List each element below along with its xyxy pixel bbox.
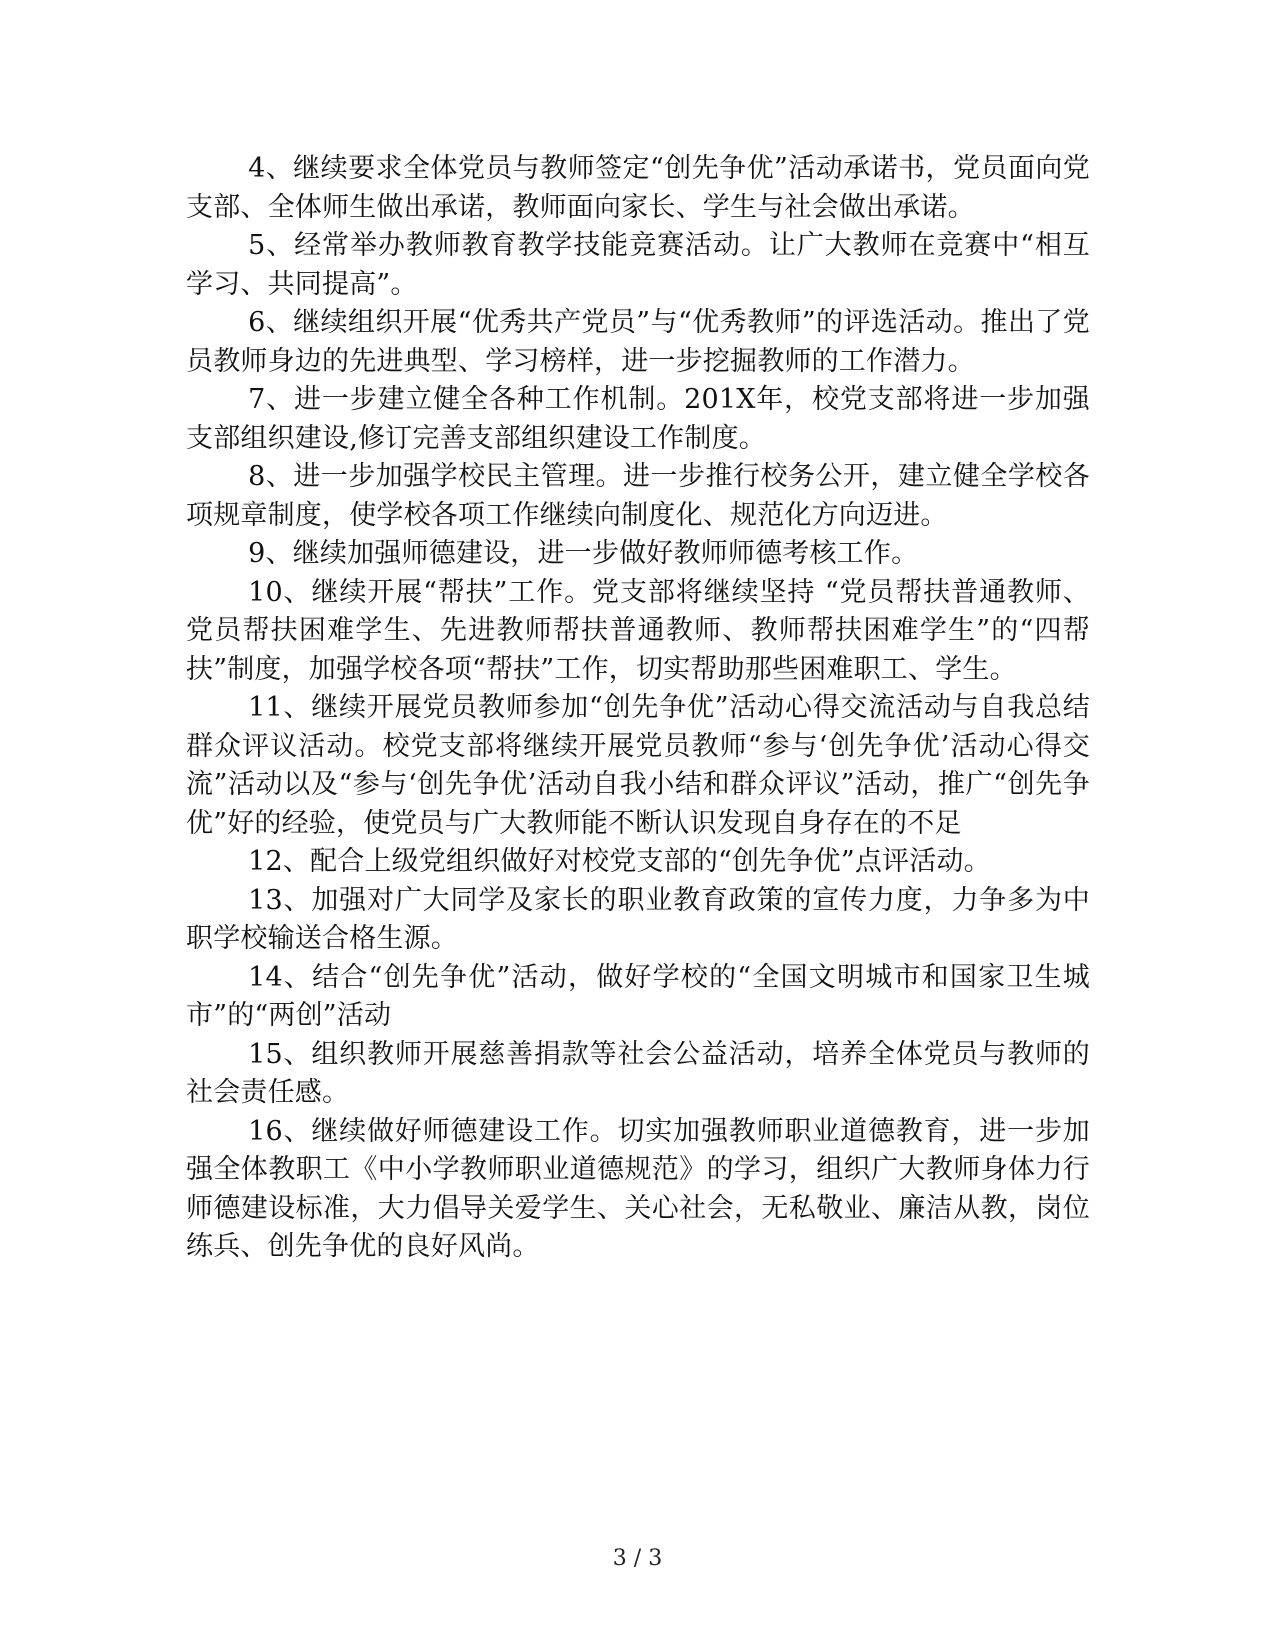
paragraph-item-11: 11、继续开展党员教师参加“创先争优”活动心得交流活动与自我总结群众评议活动。校党支部将继续开展党员教师“参与‘创先争优’活动心得交流”活动以及“参与‘创先争优’活动自我小结和群众评议”活动，推广“创先争优”好的经验，使党员与广大教师能不断认识发现自身存在的不足 [186,692,1090,839]
paragraph-item-8: 8、进一步加强学校民主管理。进一步推行校务公开，建立健全学校各项规章制度，使学校各项工作继续向制度化、规范化方向迈进。 [186,461,1090,531]
paragraph-item-16: 16、继续做好师德建设工作。切实加强教师职业道德教育，进一步加强全体教职工《中小学教师职业道德规范》的学习，组织广大教师身体力行师德建设标准，大力倡导关爱学生、关心社会，无私敬业、廉洁从教，岗位练兵、创先争优的良好风尚。 [186,1115,1090,1262]
paragraph-item-5: 5、经常举办教师教育教学技能竞赛活动。让广大教师在竞赛中“相互学习、共同提高”。 [186,230,1090,300]
paragraph-item-12: 12、配合上级党组织做好对校党支部的“创先争优”点评活动。 [248,846,991,877]
paragraph-item-4: 4、继续要求全体党员与教师签定“创先争优”活动承诺书，党员面向党支部、全体师生做出承诺，教师面向家长、学生与社会做出承诺。 [186,153,1090,223]
document-body [186,150,1090,1267]
paragraph-item-15: 15、组织教师开展慈善捐款等社会公益活动，培养全体党员与教师的社会责任感。 [186,1038,1090,1108]
paragraph-item-13: 13、加强对广大同学及家长的职业教育政策的宣传力度，力争多为中职学校输送合格生源。 [186,884,1090,954]
page-number: 3 / 3 [612,1546,663,1571]
paragraph-item-7: 7、进一步建立健全各种工作机制。201X年，校党支部将进一步加强支部组织建设,修订完善支部组织建设工作制度。 [186,384,1090,454]
paragraph-item-10: 10、继续开展“帮扶”工作。党支部将继续坚持 “党员帮扶普通教师、党员帮扶困难学生、先进教师帮扶普通教师、教师帮扶困难学生”的“四帮扶”制度，加强学校各项“帮扶”工作，切实帮助那些困难职工、学生。 [186,576,1090,685]
paragraph-item-6: 6、继续组织开展“优秀共产党员”与“优秀教师”的评选活动。推出了党员教师身边的先进典型、学习榜样，进一步挖掘教师的工作潜力。 [186,307,1090,377]
paragraph-item-9: 9、继续加强师德建设，进一步做好教师师德考核工作。 [248,538,919,569]
paragraph-item-14: 14、结合“创先争优”活动，做好学校的“全国文明城市和国家卫生城市”的“两创”活动 [186,961,1090,1031]
